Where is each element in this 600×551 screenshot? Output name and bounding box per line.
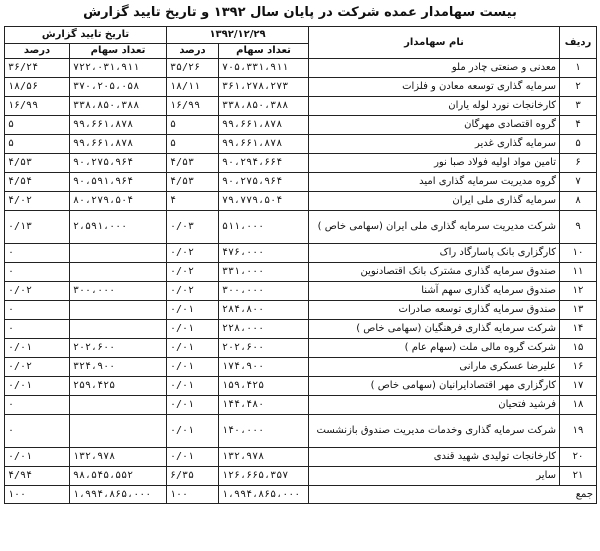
shares-year-end-cell: ۳۶۱،۲۷۸،۲۷۳ bbox=[219, 78, 309, 97]
header-percent-2: درصد bbox=[5, 44, 70, 59]
percent-year-end-cell: ۰/۰۲ bbox=[167, 263, 219, 282]
shares-approval-cell bbox=[70, 244, 167, 263]
percent-approval-cell: ۰ bbox=[5, 415, 70, 448]
header-row-number: ردیف bbox=[560, 27, 597, 59]
table-row bbox=[5, 377, 597, 396]
row-number-cell: ۱۱ bbox=[560, 263, 597, 282]
percent-approval-cell: ۰ bbox=[5, 301, 70, 320]
row-number-cell: ۵ bbox=[560, 135, 597, 154]
table-row bbox=[5, 448, 597, 467]
holder-name-cell: سرمایه گذاری ملی ایران bbox=[309, 192, 560, 211]
percent-year-end-cell: ۰/۰۳ bbox=[167, 211, 219, 244]
header-shares-2: تعداد سهام bbox=[70, 44, 167, 59]
shares-year-end-cell: ۵۱۱،۰۰۰ bbox=[219, 211, 309, 244]
row-number-cell: ۱ bbox=[560, 59, 597, 78]
row-number-cell: ۳ bbox=[560, 97, 597, 116]
shares-approval-cell bbox=[70, 396, 167, 415]
row-number-cell: ۹ bbox=[560, 211, 597, 244]
holder-name-cell: کارخانجات نورد لوله یاران bbox=[309, 97, 560, 116]
percent-year-end-cell: ۶/۳۵ bbox=[167, 467, 219, 486]
percent-approval-cell: ۴/۰۲ bbox=[5, 192, 70, 211]
holder-name-cell: سایر bbox=[309, 467, 560, 486]
shares-approval-cell: ۳۳۸،۸۵۰،۳۸۸ bbox=[70, 97, 167, 116]
holder-name-cell: سرمایه گذاری توسعه معادن و فلزات bbox=[309, 78, 560, 97]
percent-approval-cell: ۳۶/۲۴ bbox=[5, 59, 70, 78]
table-row bbox=[5, 415, 597, 448]
shares-approval-cell: ۲،۵۹۱،۰۰۰ bbox=[70, 211, 167, 244]
total-percent-year-end: ۱۰۰ bbox=[167, 486, 219, 504]
row-number-cell: ۲ bbox=[560, 78, 597, 97]
shares-year-end-cell: ۱۷۴،۹۰۰ bbox=[219, 358, 309, 377]
shares-approval-cell: ۲۵۹،۴۲۵ bbox=[70, 377, 167, 396]
table-row bbox=[5, 173, 597, 192]
shares-year-end-cell: ۲۰۲،۶۰۰ bbox=[219, 339, 309, 358]
table-row bbox=[5, 116, 597, 135]
holder-name-cell: فرشید فتحیان bbox=[309, 396, 560, 415]
holder-name-cell: صندوق سرمایه گذاری مشترک بانک اقتصادنوین bbox=[309, 263, 560, 282]
row-number-cell: ۱۶ bbox=[560, 358, 597, 377]
header-period-report-approval: تاریخ تایید گزارش bbox=[5, 27, 167, 44]
row-number-cell: ۸ bbox=[560, 192, 597, 211]
shares-approval-cell bbox=[70, 415, 167, 448]
holder-name-cell: کارگزاری مهر اقتصادایرانیان (سهامی خاص ) bbox=[309, 377, 560, 396]
percent-year-end-cell: ۳۵/۲۶ bbox=[167, 59, 219, 78]
shares-approval-cell bbox=[70, 320, 167, 339]
document-title: بیست سهامدار عمده شرکت در پایان سال ۱۳۹۲ و تاریخ تایید گزارش bbox=[83, 5, 517, 20]
percent-year-end-cell: ۰/۰۱ bbox=[167, 301, 219, 320]
row-number-cell: ۱۵ bbox=[560, 339, 597, 358]
table-row bbox=[5, 59, 597, 78]
percent-year-end-cell: ۰/۰۱ bbox=[167, 448, 219, 467]
holder-name-cell: گروه اقتصادی مهرگان bbox=[309, 116, 560, 135]
percent-approval-cell: ۴/۵۴ bbox=[5, 173, 70, 192]
shares-year-end-cell: ۳۳۸،۸۵۰،۳۸۸ bbox=[219, 97, 309, 116]
table-row bbox=[5, 396, 597, 415]
table-row bbox=[5, 358, 597, 377]
shares-approval-cell: ۹۰،۵۹۱،۹۶۴ bbox=[70, 173, 167, 192]
shares-approval-cell: ۱۳۲،۹۷۸ bbox=[70, 448, 167, 467]
shares-year-end-cell: ۱۲۶،۶۶۵،۳۵۷ bbox=[219, 467, 309, 486]
row-number-cell: ۶ bbox=[560, 154, 597, 173]
percent-year-end-cell: ۰/۰۱ bbox=[167, 339, 219, 358]
holder-name-cell: صندوق سرمایه گذاری سهم آشنا bbox=[309, 282, 560, 301]
holder-name-cell: تامین مواد اولیه فولاد صبا نور bbox=[309, 154, 560, 173]
holder-name-cell: کارخانجات تولیدی شهید قندی bbox=[309, 448, 560, 467]
row-number-cell: ۲۱ bbox=[560, 467, 597, 486]
table-row bbox=[5, 339, 597, 358]
holder-name-cell: علیرضا عسکری مارانی bbox=[309, 358, 560, 377]
shares-year-end-cell: ۷۹،۷۷۹،۵۰۴ bbox=[219, 192, 309, 211]
shares-year-end-cell: ۱۵۹،۴۲۵ bbox=[219, 377, 309, 396]
percent-year-end-cell: ۰/۰۲ bbox=[167, 244, 219, 263]
row-number-cell: ۱۷ bbox=[560, 377, 597, 396]
total-row bbox=[5, 486, 597, 504]
percent-approval-cell: ۰/۰۲ bbox=[5, 358, 70, 377]
row-number-cell: ۱۳ bbox=[560, 301, 597, 320]
table-row bbox=[5, 154, 597, 173]
percent-year-end-cell: ۵ bbox=[167, 135, 219, 154]
holder-name-cell: سرمایه گذاری غدیر bbox=[309, 135, 560, 154]
percent-approval-cell: ۰ bbox=[5, 396, 70, 415]
table-body bbox=[5, 59, 597, 504]
shares-year-end-cell: ۱۳۲،۹۷۸ bbox=[219, 448, 309, 467]
holder-name-cell: صندوق سرمایه گذاری توسعه صادرات bbox=[309, 301, 560, 320]
shareholders-table bbox=[4, 26, 597, 504]
percent-approval-cell: ۰ bbox=[5, 244, 70, 263]
table-row bbox=[5, 78, 597, 97]
percent-approval-cell: ۱۶/۹۹ bbox=[5, 97, 70, 116]
table-row bbox=[5, 244, 597, 263]
header-row-top bbox=[5, 27, 597, 44]
table-row bbox=[5, 192, 597, 211]
total-shares-year-end: ۱،۹۹۴،۸۶۵،۰۰۰ bbox=[219, 486, 309, 504]
row-number-cell: ۱۲ bbox=[560, 282, 597, 301]
shares-approval-cell: ۳۲۴،۹۰۰ bbox=[70, 358, 167, 377]
percent-year-end-cell: ۱۸/۱۱ bbox=[167, 78, 219, 97]
shares-approval-cell bbox=[70, 263, 167, 282]
holder-name-cell: شرکت سرمایه گذاری فرهنگیان (سهامی خاص ) bbox=[309, 320, 560, 339]
shares-approval-cell: ۲۰۲،۶۰۰ bbox=[70, 339, 167, 358]
percent-approval-cell: ۰/۰۱ bbox=[5, 339, 70, 358]
row-number-cell: ۱۹ bbox=[560, 415, 597, 448]
header-holder-name: نام سهامدار bbox=[309, 27, 560, 59]
shares-year-end-cell: ۱۴۴،۴۸۰ bbox=[219, 396, 309, 415]
percent-approval-cell: ۰/۱۳ bbox=[5, 211, 70, 244]
shares-year-end-cell: ۷۰۵،۳۳۱،۹۱۱ bbox=[219, 59, 309, 78]
shares-year-end-cell: ۴۷۶،۰۰۰ bbox=[219, 244, 309, 263]
shares-year-end-cell: ۳۰۰،۰۰۰ bbox=[219, 282, 309, 301]
shares-year-end-cell: ۹۰،۲۹۴،۶۶۴ bbox=[219, 154, 309, 173]
table-row bbox=[5, 135, 597, 154]
percent-year-end-cell: ۰/۰۱ bbox=[167, 377, 219, 396]
table-row bbox=[5, 320, 597, 339]
total-percent-approval: ۱۰۰ bbox=[5, 486, 70, 504]
header-percent-1: درصد bbox=[167, 44, 219, 59]
table-row bbox=[5, 211, 597, 244]
shares-year-end-cell: ۱۴۰،۰۰۰ bbox=[219, 415, 309, 448]
total-shares-approval: ۱،۹۹۴،۸۶۵،۰۰۰ bbox=[70, 486, 167, 504]
header-shares-1: تعداد سهام bbox=[219, 44, 309, 59]
percent-approval-cell: ۰/۰۱ bbox=[5, 448, 70, 467]
holder-name-cell: شرکت سرمایه گذاری وخدمات مدیریت صندوق بازنشست bbox=[309, 415, 560, 448]
table-row bbox=[5, 467, 597, 486]
table-row bbox=[5, 263, 597, 282]
header-period-year-end: ۱۳۹۲/۱۲/۲۹ bbox=[167, 27, 309, 44]
shares-approval-cell: ۹۹،۶۶۱،۸۷۸ bbox=[70, 116, 167, 135]
shares-year-end-cell: ۲۲۸،۰۰۰ bbox=[219, 320, 309, 339]
percent-approval-cell: ۰/۰۱ bbox=[5, 377, 70, 396]
percent-year-end-cell: ۵ bbox=[167, 116, 219, 135]
shares-year-end-cell: ۳۳۱،۰۰۰ bbox=[219, 263, 309, 282]
shares-approval-cell: ۳۷۰،۲۰۵،۰۵۸ bbox=[70, 78, 167, 97]
row-number-cell: ۱۴ bbox=[560, 320, 597, 339]
row-number-cell: ۲۰ bbox=[560, 448, 597, 467]
percent-approval-cell: ۴/۹۴ bbox=[5, 467, 70, 486]
percent-year-end-cell: ۴/۵۳ bbox=[167, 173, 219, 192]
percent-year-end-cell: ۰/۰۱ bbox=[167, 320, 219, 339]
holder-name-cell: معدنی و صنعتی چادر ملو bbox=[309, 59, 560, 78]
row-number-cell: ۱۰ bbox=[560, 244, 597, 263]
shares-year-end-cell: ۹۹،۶۶۱،۸۷۸ bbox=[219, 135, 309, 154]
holder-name-cell: شرکت مدیریت سرمایه گذاری ملی ایران (سهامی خاص ) bbox=[309, 211, 560, 244]
percent-approval-cell: ۱۸/۵۶ bbox=[5, 78, 70, 97]
percent-approval-cell: ۰ bbox=[5, 320, 70, 339]
percent-year-end-cell: ۴/۵۳ bbox=[167, 154, 219, 173]
percent-year-end-cell: ۰/۰۱ bbox=[167, 396, 219, 415]
holder-name-cell: گروه مدیریت سرمایه گذاری امید bbox=[309, 173, 560, 192]
percent-approval-cell: ۵ bbox=[5, 135, 70, 154]
shares-year-end-cell: ۲۸۴،۸۰۰ bbox=[219, 301, 309, 320]
percent-year-end-cell: ۴ bbox=[167, 192, 219, 211]
shares-year-end-cell: ۹۰،۲۷۵،۹۶۴ bbox=[219, 173, 309, 192]
shares-year-end-cell: ۹۹،۶۶۱،۸۷۸ bbox=[219, 116, 309, 135]
holder-name-cell: کارگزاری بانک پاسارگاد راک bbox=[309, 244, 560, 263]
shares-approval-cell: ۹۹،۶۶۱،۸۷۸ bbox=[70, 135, 167, 154]
percent-year-end-cell: ۰/۰۲ bbox=[167, 282, 219, 301]
percent-approval-cell: ۵ bbox=[5, 116, 70, 135]
shares-approval-cell: ۷۲۲،۰۳۱،۹۱۱ bbox=[70, 59, 167, 78]
percent-year-end-cell: ۰/۰۱ bbox=[167, 358, 219, 377]
holder-name-cell: شرکت گروه مالی ملت (سهام عام ) bbox=[309, 339, 560, 358]
percent-approval-cell: ۰/۰۲ bbox=[5, 282, 70, 301]
shares-approval-cell: ۳۰۰،۰۰۰ bbox=[70, 282, 167, 301]
percent-approval-cell: ۰ bbox=[5, 263, 70, 282]
percent-year-end-cell: ۱۶/۹۹ bbox=[167, 97, 219, 116]
percent-approval-cell: ۴/۵۳ bbox=[5, 154, 70, 173]
shares-approval-cell bbox=[70, 301, 167, 320]
row-number-cell: ۴ bbox=[560, 116, 597, 135]
table-row bbox=[5, 282, 597, 301]
shares-approval-cell: ۸۰،۲۷۹،۵۰۴ bbox=[70, 192, 167, 211]
table-row bbox=[5, 301, 597, 320]
total-label: جمع bbox=[309, 486, 597, 504]
percent-year-end-cell: ۰/۰۱ bbox=[167, 415, 219, 448]
row-number-cell: ۱۸ bbox=[560, 396, 597, 415]
shares-approval-cell: ۹۸،۵۴۵،۵۵۲ bbox=[70, 467, 167, 486]
shares-approval-cell: ۹۰،۲۷۵،۹۶۴ bbox=[70, 154, 167, 173]
row-number-cell: ۷ bbox=[560, 173, 597, 192]
table-row bbox=[5, 97, 597, 116]
